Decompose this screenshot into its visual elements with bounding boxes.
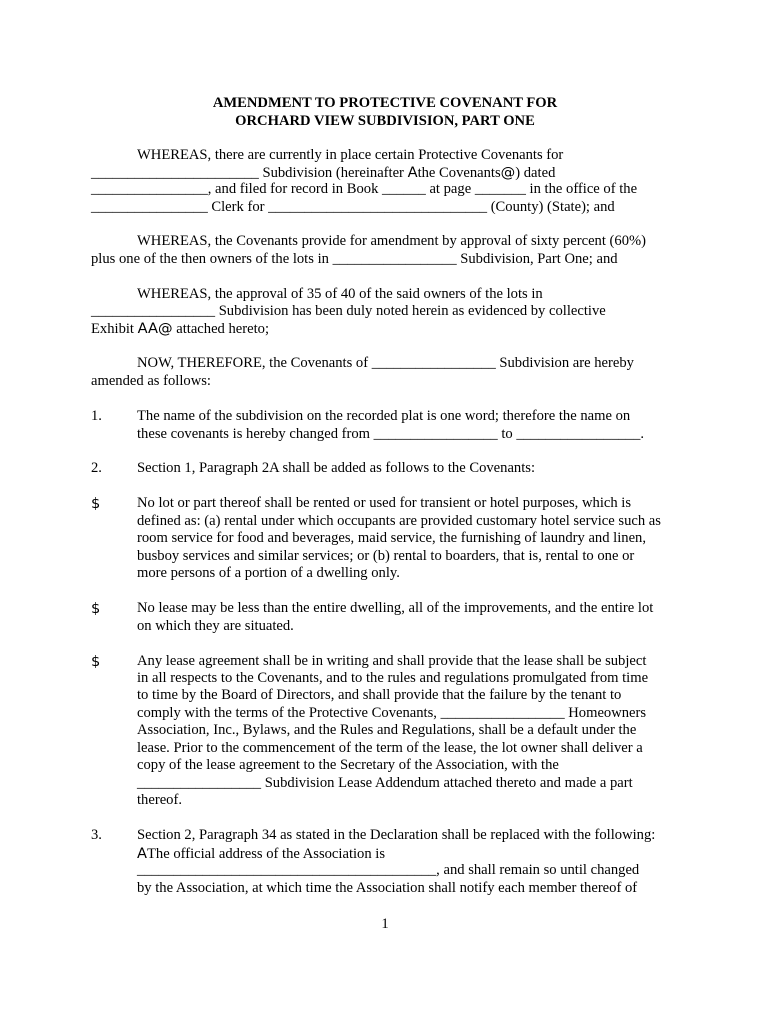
- bullet2-line-1: No lease may be less than the entire dwelling, all of the improvements, and the entire lot: [137, 600, 654, 616]
- whereas1-line-3: ________________, and filed for record in Book ______ at page _______ in the office of the: [91, 181, 638, 197]
- whereas1-line-2: [91, 164, 555, 183]
- item3-line-3: _________________________________________, and shall remain so until changed: [137, 862, 640, 878]
- open-quote-symbol: A: [407, 164, 418, 181]
- open-quote-symbol: A: [137, 845, 147, 862]
- item1-line-2: these covenants is hereby changed from _________________ to _________________.: [137, 426, 645, 442]
- item2-line-1: Section 1, Paragraph 2A shall be added as follows to the Covenants:: [137, 460, 536, 476]
- bullet1-line-5: more persons of a portion of a dwelling only.: [137, 565, 400, 581]
- item3-line-2-text: The official address of the Association is: [146, 846, 386, 862]
- now-therefore-line-2: amended as follows:: [91, 373, 211, 389]
- whereas3-line-2: _________________ Subdivision has been duly noted herein as evidenced by collective: [91, 303, 606, 319]
- bullet3-symbol: $: [91, 653, 101, 670]
- whereas1-line-2-text: _______________________ Subdivision (hereinafter: [91, 165, 408, 181]
- whereas3-line-1: WHEREAS, the approval of 35 of 40 of the said owners of the lots in: [137, 286, 543, 302]
- bullet1-line-4: busboy services and similar services; or (b) rental to boarders, that is, rental to one or: [137, 548, 635, 564]
- item2-number: 2.: [91, 460, 102, 476]
- bullet1-symbol: $: [91, 495, 101, 512]
- bullet1-line-2: defined as: (a) rental under which occupants are provided customary hotel service such as: [137, 513, 661, 529]
- whereas3-line-3-text: Exhibit: [91, 321, 138, 337]
- whereas3-line-3: [91, 320, 269, 339]
- exhibit-symbol: AA@: [137, 320, 173, 337]
- bullet1-line-3: room service for food and beverages, maid service, the furnishing of laundry and linen,: [137, 530, 646, 546]
- item3-line-2: [137, 845, 385, 864]
- item3-number: 3.: [91, 827, 102, 843]
- bullet3-line-4: comply with the terms of the Protective Covenants, _________________ Homeowners: [137, 705, 647, 721]
- whereas1-line-4: ________________ Clerk for ______________________________ (County) (State); and: [91, 199, 615, 215]
- item3-line-1: Section 2, Paragraph 34 as stated in the Declaration shall be replaced with the following:: [137, 827, 656, 843]
- item1-number: 1.: [91, 408, 102, 424]
- bullet3-line-8: _________________ Subdivision Lease Addendum attached thereto and made a part: [137, 775, 633, 791]
- whereas1-line-1: WHEREAS, there are currently in place certain Protective Covenants for: [137, 147, 564, 163]
- bullet3-line-3: to time by the Board of Directors, and shall provide that the failure by the tenant to: [137, 687, 622, 703]
- bullet2-symbol: $: [91, 600, 101, 617]
- bullet3-line-9: thereof.: [137, 792, 182, 808]
- close-quote-symbol: @: [500, 164, 516, 181]
- bullet3-line-7: copy of the lease agreement to the Secretary of the Association, with the: [137, 757, 559, 773]
- bullet3-line-5: Association, Inc., Bylaws, and the Rules and Regulations, shall be a default under the: [137, 722, 637, 738]
- bullet3-line-2: in all respects to the Covenants, and to the rules and regulations promulgated from time: [137, 670, 649, 686]
- document-title-line-1: AMENDMENT TO PROTECTIVE COVENANT FOR: [212, 95, 558, 111]
- bullet1-line-1: No lot or part thereof shall be rented or used for transient or hotel purposes, which is: [137, 495, 632, 511]
- bullet3-line-6: lease. Prior to the commencement of the term of the lease, the lot owner shall deliver a: [137, 740, 643, 756]
- whereas2-line-1: WHEREAS, the Covenants provide for amendment by approval of sixty percent (60%): [137, 233, 647, 249]
- bullet3-line-1: Any lease agreement shall be in writing and shall provide that the lease shall be subject: [137, 653, 647, 669]
- whereas1-line-2-defined-term: the Covenants: [417, 165, 501, 181]
- item1-line-1: The name of the subdivision on the recorded plat is one word; therefore the name on: [137, 408, 631, 424]
- document-title-line-2: ORCHARD VIEW SUBDIVISION, PART ONE: [235, 113, 535, 129]
- bullet2-line-2: on which they are situated.: [137, 618, 294, 634]
- item3-line-4: by the Association, at which time the Association shall notify each member thereof of: [137, 880, 638, 896]
- page-number: 1: [381, 916, 389, 932]
- whereas1-line-2-end: ) dated: [515, 165, 556, 181]
- whereas2-line-2: plus one of the then owners of the lots in _________________ Subdivision, Part One; and: [91, 251, 618, 267]
- now-therefore-line-1: NOW, THEREFORE, the Covenants of _________________ Subdivision are hereby: [137, 355, 634, 371]
- whereas3-line-3-end: attached hereto;: [172, 321, 270, 337]
